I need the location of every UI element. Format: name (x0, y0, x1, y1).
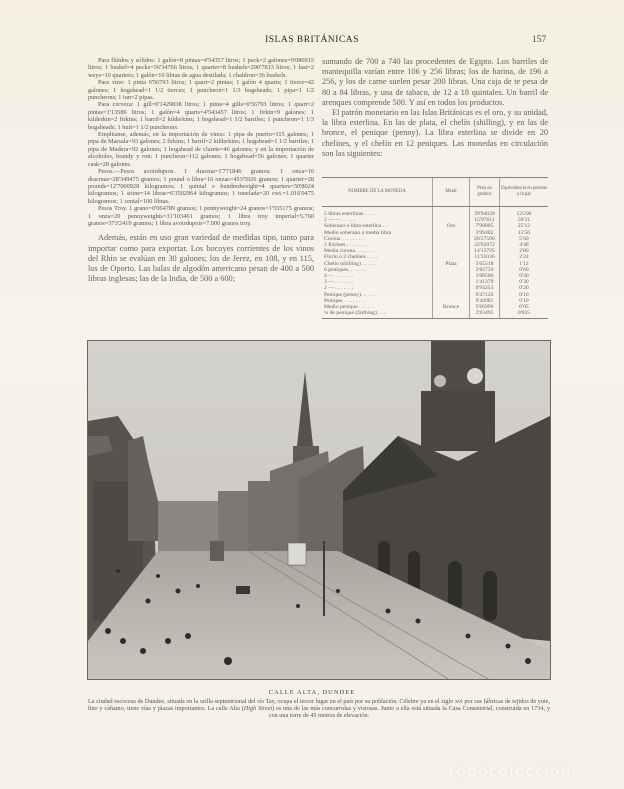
coin-row (322, 207, 548, 218)
paragraph-beer: Para cerveza: 1 gill=0'1429838 litros; 1 pinta=4 gills=0'56793 litros; 1 quart=2 pintas=1'13586 litros; 1 galón=4 quarts=4'543457 litros; 1 firkin=9 galones; 1 kilderkin=2 firkins; 1 barril=2 kilderkins; 1 hogshead=1 1/2 barriles; 1 puncheon=1 1/3 hogsheads; 1 butt=1 1/2 puncheons. (88, 101, 314, 131)
coin-name: 4 — . . . . . . . (324, 273, 354, 280)
coin-name: Corona . . . . . . . . (324, 235, 363, 242)
coin-value: 2'24 (499, 254, 548, 260)
figure-caption-text (88, 698, 550, 720)
coin-table-header (322, 178, 548, 207)
street-photograph (87, 340, 551, 680)
paragraph-wine: Para vino: 1 pinta 0'56793 litros; 1 quart=2 pintas; 1 galón 4 quarts; 1 tierce=42 galones; 1 hogshead=1 1/2 tierces; 1 puncheon=1 1/3 hogsheads; 1 pipa=1 1/2 puncheons; 1 tun=2 pipas. (88, 79, 314, 102)
coin-name: 6 peniques. . . . . . . (324, 266, 367, 273)
coin-weight: 39'94028 (470, 207, 500, 218)
coin-metal (433, 207, 470, 218)
coin-name: Media corona. . . . . . . (324, 248, 374, 255)
paragraph-troy: Pesos Troy. 1 grano=0'064789 gramos; 1 pennyweight=24 granos=1'555175 gramos; 1 onza=20 pennyweights=31'103461 gramos; 1 libra troy imperial=5.760 granos=373'2419 gramos; 1 libra avoirdupois=7.000 granos troy. (88, 205, 314, 227)
paragraph-monetary: El patrón monetario en las Islas Británicas es el oro, y su unidad, la libra esterlina. En las de plata, el chelín (shilling), y en las de bronce, el penique (penny). La libra esterlina se divide en 20 chelines, y el chelín en 12 peniques. Las monedas en circulación son las siguientes: (322, 108, 548, 158)
coin-name: 3 — . . . . . . . (324, 279, 354, 286)
header-metal: Metal (433, 178, 470, 207)
figure-caption-title: CALLE ALTA, DUNDEE (268, 689, 356, 696)
coin-metal: Oro (433, 223, 470, 229)
coin-metal (433, 310, 470, 319)
page-number: 157 (532, 35, 547, 45)
running-header (0, 35, 624, 49)
coin-name: Medio soberano o media libra (324, 229, 392, 236)
coin-weight: 2'82759 (470, 267, 500, 273)
coin-value: 0'30 (499, 279, 548, 285)
coin-table (322, 177, 548, 319)
coin-metal: Bronce (433, 304, 470, 310)
caption-emphasis: High Street (243, 705, 273, 713)
coin-name: 2 — — . . . . . (324, 217, 355, 224)
photo-illustration (88, 341, 550, 679)
coin-weight: 5'65518 (470, 261, 500, 267)
coin-weight: 1'41379 (470, 279, 500, 285)
coin-weight: 2'83495 (470, 310, 500, 319)
running-title: ISLAS BRITÁNICAS (265, 35, 359, 45)
paragraph-import: Empléanse, además, en la importación de vinos: 1 pipa de puerto=115 galones; 1 pipa de Marsala=93 galones; 2 firkins; 1 barril=2 kilderkins; 1 hogshead=1 1/2 barriles; 1 pipa de Madera=92 galones; 1 hogshead de clarete=46 galones; y en la importación de alcoholes, brandy y ron: 1 puncheon=112 galones; 1 hogshead=56 galones; 1 quarter cask=28 galones. (88, 131, 314, 168)
coin-value: 4'48 (499, 242, 548, 248)
coin-weight: 3'99402 (470, 230, 500, 236)
coin-weight: 14'13795 (470, 248, 500, 254)
coin-value: 1'12 (499, 261, 548, 267)
coin-weight: 9'44981 (470, 298, 500, 304)
coin-weight: 15'97611 (470, 217, 500, 223)
coin-value: 125'00 (499, 207, 548, 218)
coin-value: 0'10 (499, 292, 548, 298)
coin-name: 2 — . . . . . . . (324, 285, 354, 292)
coin-name: Penique. . . . . . . . . (324, 297, 366, 304)
paragraph-fluids: Para flúidos y sólidos: 1 galón=8 pintas=4'54357 litros; 1 peck=2 galones=9'086915 litros; 1 bushel=4 pecks=36'34766 litros; 1 quarter=8 bushels=290'7813 litros; 1 last=2 weys=10 quarters; 1 galón=10 libras de agua destilada; 1 chaldron=36 bushels. (88, 57, 314, 79)
coin-value: 0'20 (499, 285, 548, 291)
header-weight: Peso en gramos (470, 178, 500, 207)
coin-name: Penique (penny) . . . . . (324, 291, 375, 298)
coin-weight: 7'98805 (470, 223, 500, 229)
coin-weight: 11'31036 (470, 254, 500, 260)
coin-value: 5'60 (499, 236, 548, 242)
coin-name: Soberano o libra esterlina . . (324, 223, 387, 230)
coin-name: 2 florines . . . . . . . (324, 242, 365, 249)
coin-weight: 1'88506 (470, 273, 500, 279)
coin-row (322, 310, 548, 319)
coin-weight: 5'66990 (470, 304, 500, 310)
coin-value: 12'56 (499, 230, 548, 236)
coin-name: Chelín (shilling) . . . . . (324, 260, 375, 267)
coin-name: ¼ de penique (farthing) . . . (322, 310, 433, 319)
coin-table-body (322, 207, 548, 319)
left-column (88, 57, 314, 284)
coin-metal: Plata (433, 261, 470, 267)
coin-value: 25'12 (499, 223, 548, 229)
coin-weight: 0'94253 (470, 285, 500, 291)
coin-weight: 28'27590 (470, 236, 500, 242)
header-coin-name: NOMBRE DE LA MONEDA (322, 178, 433, 207)
paragraph-avoirdupois: Pesos.—Pesos avoirdupois. 1 dracma=1'771846 gramos; 1 onza=16 dracmas=28'349475 gramos; 1 pound o libra=16 onzas=453'5926 gramos; 1 quarter=28 pounds=12'7000928 kilogramos; 1 quintal o hundredweight=4 quarters=50'8024 kilogramos; 1 stone=14 libras=6'3502964 kilogramos; 1 tonelada=20 cwt.=1.016'0475 kilogramos; 1 cental=100 libras. (88, 168, 314, 205)
header-value: Equivalencia en pesetas a la par (499, 178, 548, 207)
coin-value: 50'31 (499, 217, 548, 223)
caption-part-1: La ciudad escocesa de Dundee, situada en la orilla septentrional del río Tay, ocupa el tercer lugar en el país por su población. Célebre ya en el siglo xvi por sus fábricas de tejidos de yute, lino y cáñamo, tiene vías y plazas importantes. La calle Alta ( (88, 698, 550, 713)
coin-value: 0'40 (499, 273, 548, 279)
coin-value: 2'80 (499, 248, 548, 254)
coin-name: Medio penique . . . . . . (324, 304, 375, 311)
coin-value: 0'025 (499, 310, 548, 319)
paragraph-other-measures: Además, están en uso gran variedad de medidas tipo, tanto para importar como para exportar. Los bocoyes corrientes de los vinos del Rhin se evalúan en 30 galones; los de Jerez, en 108, y en 115, los de Oporto. Las balas de algodón americano pesan de 400 a 500 libras inglesas; las de la India, de 500 a 600; (88, 233, 314, 284)
caption-part-2: ) es una de las más concurridas y vistosas. Junto a ella está situada la Casa Consistorial, construida en 1734, y con una torre de 45 metros de elevación. (268, 705, 550, 720)
coin-value: 0'60 (499, 267, 548, 273)
coin-weight: 22'62072 (470, 242, 500, 248)
coin-value: 0'05 (499, 304, 548, 310)
right-column (322, 57, 548, 159)
coin-weight: 0'47126 (470, 292, 500, 298)
coin-name: Florín o 2 chelines . . . . (324, 254, 377, 261)
watermark-logo: todocoleccion (448, 762, 572, 780)
paragraph-continuation: sumando de 700 a 740 las procedentes de Egipto. Los barriles de mantequilla varían entre 106 y 256 libras; los de harina, de 196 a 256, y los de carne suelen pesar 200 libras. Una caja de te pesa de 80 a 84 libras, y una de tabaco, de 12 a 18 quintales. Un barril de arenques comprende 500. Y así en todos los productos. (322, 57, 548, 107)
coin-name: 5 libras esterlinas. . . . . (324, 211, 376, 217)
coin-value: 0'10 (499, 298, 548, 304)
